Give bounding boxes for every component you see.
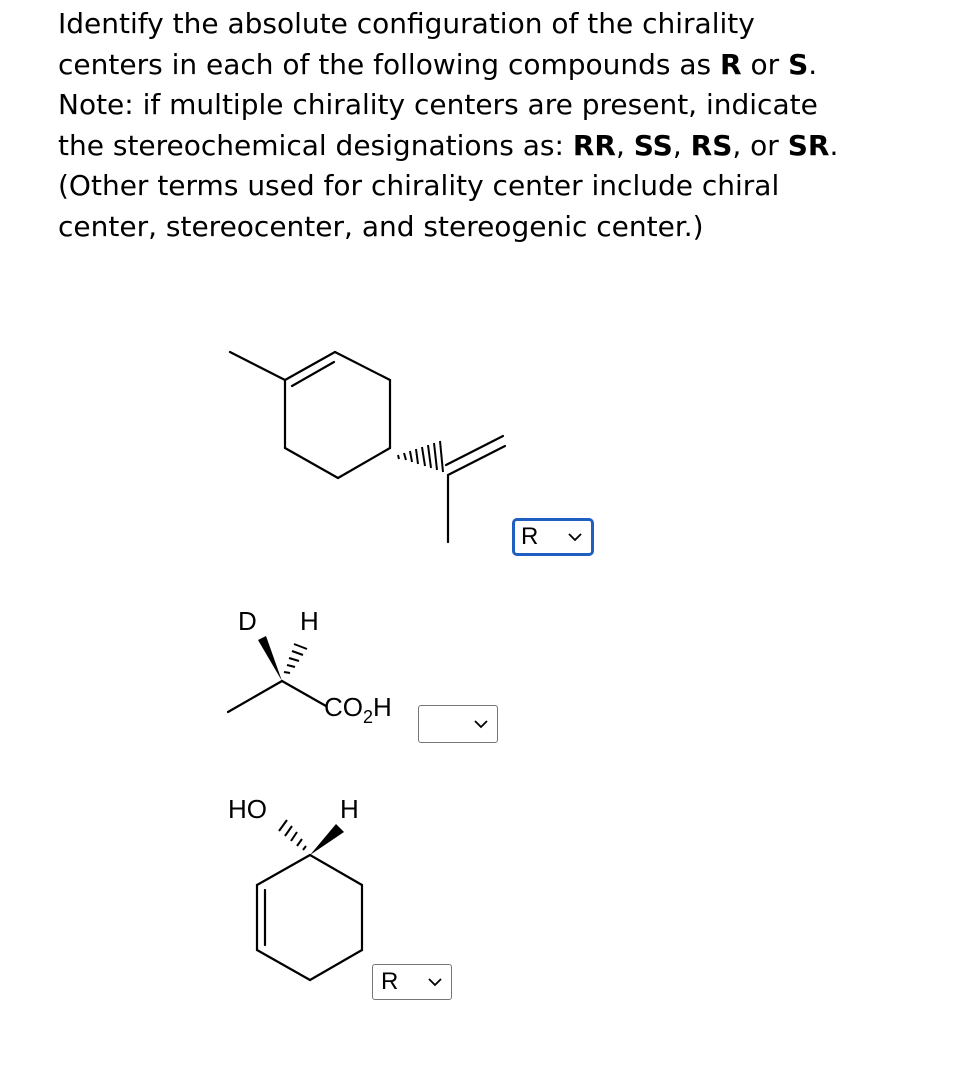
question-line: center, stereocenter, and stereogenic center.) <box>58 209 704 243</box>
question-line: Identify the absolute configuration of the chirality <box>58 7 755 40</box>
bold-term-s: S <box>788 47 809 81</box>
answer-select-2[interactable] <box>418 705 498 743</box>
wedge-bond <box>310 824 344 855</box>
answer-select-3-value: R <box>381 968 399 995</box>
bold-term-r: R <box>720 47 742 81</box>
chevron-down-icon <box>427 977 443 987</box>
bold-term-ss: SS <box>633 128 673 162</box>
question-text: Identify the absolute configuration of the chirality centers in each of the following compounds as R or S. Note: if multiple chirality centers are present, indicate the stereochemical designations as: RR, SS, RS, or SR. (Other terms used for chirality center include chiral center, stereocenter, and stereogenic center.) <box>58 7 839 243</box>
atom-label-h: H <box>340 794 359 824</box>
question-line: the stereochemical designations as: <box>58 128 573 162</box>
bold-term-sr: SR <box>787 128 830 162</box>
question-line: Note: if multiple chirality centers are present, indicate <box>58 88 818 121</box>
question-line: centers in each of the following compounds as <box>58 47 721 81</box>
answer-select-1-value: R <box>521 523 539 550</box>
bold-term-rr: RR <box>572 128 616 162</box>
atom-label-ho: HO <box>228 794 267 824</box>
chevron-down-icon <box>473 719 489 729</box>
bold-term-rs: RS <box>690 128 733 162</box>
chevron-down-icon <box>567 532 583 542</box>
atom-label-h: H <box>300 606 319 636</box>
atom-label-d: D <box>238 606 257 636</box>
answer-select-3[interactable] <box>372 964 452 1000</box>
answer-select-1[interactable] <box>512 518 594 556</box>
question-line: (Other terms used for chirality center include chiral <box>58 169 780 202</box>
atom-label-co2h: $CO_2H$ <box>324 692 392 727</box>
